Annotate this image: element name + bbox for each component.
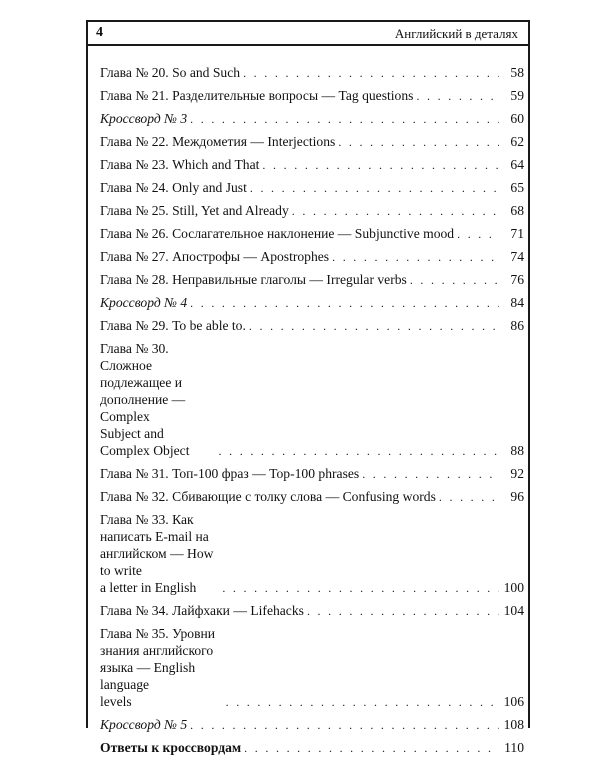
toc-entry[interactable]	[100, 87, 524, 104]
toc-entry-label: Кроссворд № 5	[100, 717, 188, 732]
leader-dots	[338, 135, 499, 150]
toc-entry-label: Глава № 28. Неправильные глаголы — Irregular verbs	[100, 272, 407, 287]
toc-entry[interactable]	[100, 602, 524, 619]
toc-entry[interactable]	[100, 179, 524, 196]
toc-entry[interactable]	[100, 625, 524, 710]
toc-entry-label	[100, 340, 216, 459]
toc-entry[interactable]	[100, 488, 524, 505]
toc-entry[interactable]	[100, 716, 524, 733]
leader-dots	[190, 718, 499, 733]
toc-entry-label: Глава № 25. Still, Yet and Already	[100, 203, 289, 218]
leader-dots	[243, 66, 499, 81]
toc-entry[interactable]	[100, 202, 524, 219]
toc-entry-label: Глава № 27. Апострофы — Apostrophes	[100, 249, 330, 264]
toc-entry-label: Глава № 34. Лайфхаки — Lifehacks	[100, 603, 304, 618]
toc-entry-page: 59	[510, 88, 524, 103]
toc-entry-label	[100, 511, 219, 596]
toc-entry[interactable]	[100, 225, 524, 242]
toc-entry-page: 100	[503, 580, 524, 595]
toc-entry-page: 92	[510, 466, 524, 481]
leader-dots	[190, 112, 499, 127]
leader-dots	[332, 250, 499, 265]
toc-entry-label: Кроссворд № 4	[100, 295, 188, 310]
toc-entry-page: 86	[510, 318, 524, 333]
book-title: Английский в деталях	[394, 26, 518, 41]
toc-entry[interactable]	[100, 739, 524, 756]
toc-entry[interactable]	[100, 294, 524, 311]
toc-entry-label: Глава № 22. Междометия — Interjections	[100, 134, 336, 149]
toc-entry[interactable]	[100, 340, 524, 459]
toc-entry-label: Глава № 21. Разделительные вопросы — Tag questions	[100, 88, 414, 103]
leader-dots	[457, 227, 499, 242]
toc-entry-label: Глава № 31. Топ-100 фраз — Top-100 phrases	[100, 466, 360, 481]
toc-entry[interactable]	[100, 317, 524, 334]
toc-entry-label: Глава № 32. Сбивающие с толку слова — Confusing words	[100, 489, 436, 504]
toc-entry-page: 108	[503, 717, 524, 732]
leader-dots	[262, 158, 499, 173]
toc-entry-label-line1: Глава № 35. Уровни знания английского языка — English language	[100, 626, 216, 692]
leader-dots	[244, 741, 499, 756]
leader-dots	[416, 89, 499, 104]
leader-dots	[292, 204, 499, 219]
toc-entry-page: 65	[510, 180, 524, 195]
toc-entry[interactable]	[100, 271, 524, 288]
leader-dots	[222, 581, 499, 596]
toc-entry-label-line2: a letter in English	[100, 580, 197, 595]
toc-entry-page: 60	[510, 111, 524, 126]
toc-entry[interactable]	[100, 110, 524, 127]
toc-entry-label: Глава № 26. Сослагательное наклонение — Subjunctive mood	[100, 226, 455, 241]
toc-entry-page: 84	[510, 295, 524, 310]
leader-dots	[219, 444, 499, 459]
toc-entry-label: Глава № 24. Only and Just	[100, 180, 247, 195]
toc-entry-label: Ответы к кроссвордам	[100, 740, 242, 755]
toc-entry-label-line1: Глава № 33. Как написать E-mail на английском — How to write	[100, 512, 214, 578]
toc-entry[interactable]	[100, 511, 524, 596]
page-header	[86, 20, 530, 46]
table-of-contents	[100, 64, 524, 762]
leader-dots	[250, 181, 499, 196]
toc-entry-label: Глава № 20. So and Such	[100, 65, 241, 80]
toc-entry-page: 71	[510, 226, 524, 241]
leader-dots	[410, 273, 499, 288]
toc-entry-page: 74	[510, 249, 524, 264]
leader-dots	[249, 319, 499, 334]
toc-entry-label-line2: levels	[100, 694, 132, 709]
toc-entry-page: 76	[510, 272, 524, 287]
toc-entry-label-line2: Subject and Complex Object	[100, 426, 190, 458]
toc-entry-label: Глава № 29. To be able to.	[100, 318, 246, 333]
page-number: 4	[96, 25, 103, 40]
toc-entry-label-line1: Глава № 30. Сложное подлежащее и дополнение — Complex	[100, 341, 186, 424]
toc-entry-label	[100, 625, 223, 710]
leader-dots	[226, 695, 499, 710]
toc-entry-page: 64	[510, 157, 524, 172]
toc-entry-label: Кроссворд № 3	[100, 111, 188, 126]
toc-entry-label: Глава № 23. Which and That	[100, 157, 260, 172]
leader-dots	[439, 490, 499, 505]
toc-entry[interactable]	[100, 64, 524, 81]
toc-entry[interactable]	[100, 156, 524, 173]
toc-entry-page: 88	[510, 443, 524, 458]
toc-entry[interactable]	[100, 248, 524, 265]
toc-entry-page: 68	[510, 203, 524, 218]
toc-entry-page: 58	[510, 65, 524, 80]
toc-entry-page: 104	[503, 603, 524, 618]
toc-entry-page: 62	[510, 134, 524, 149]
toc-entry[interactable]	[100, 133, 524, 150]
leader-dots	[307, 604, 499, 619]
toc-entry[interactable]	[100, 465, 524, 482]
toc-entry-page: 96	[510, 489, 524, 504]
leader-dots	[190, 296, 499, 311]
leader-dots	[362, 467, 499, 482]
toc-entry-page: 110	[504, 740, 524, 755]
toc-entry-page: 106	[503, 694, 524, 709]
